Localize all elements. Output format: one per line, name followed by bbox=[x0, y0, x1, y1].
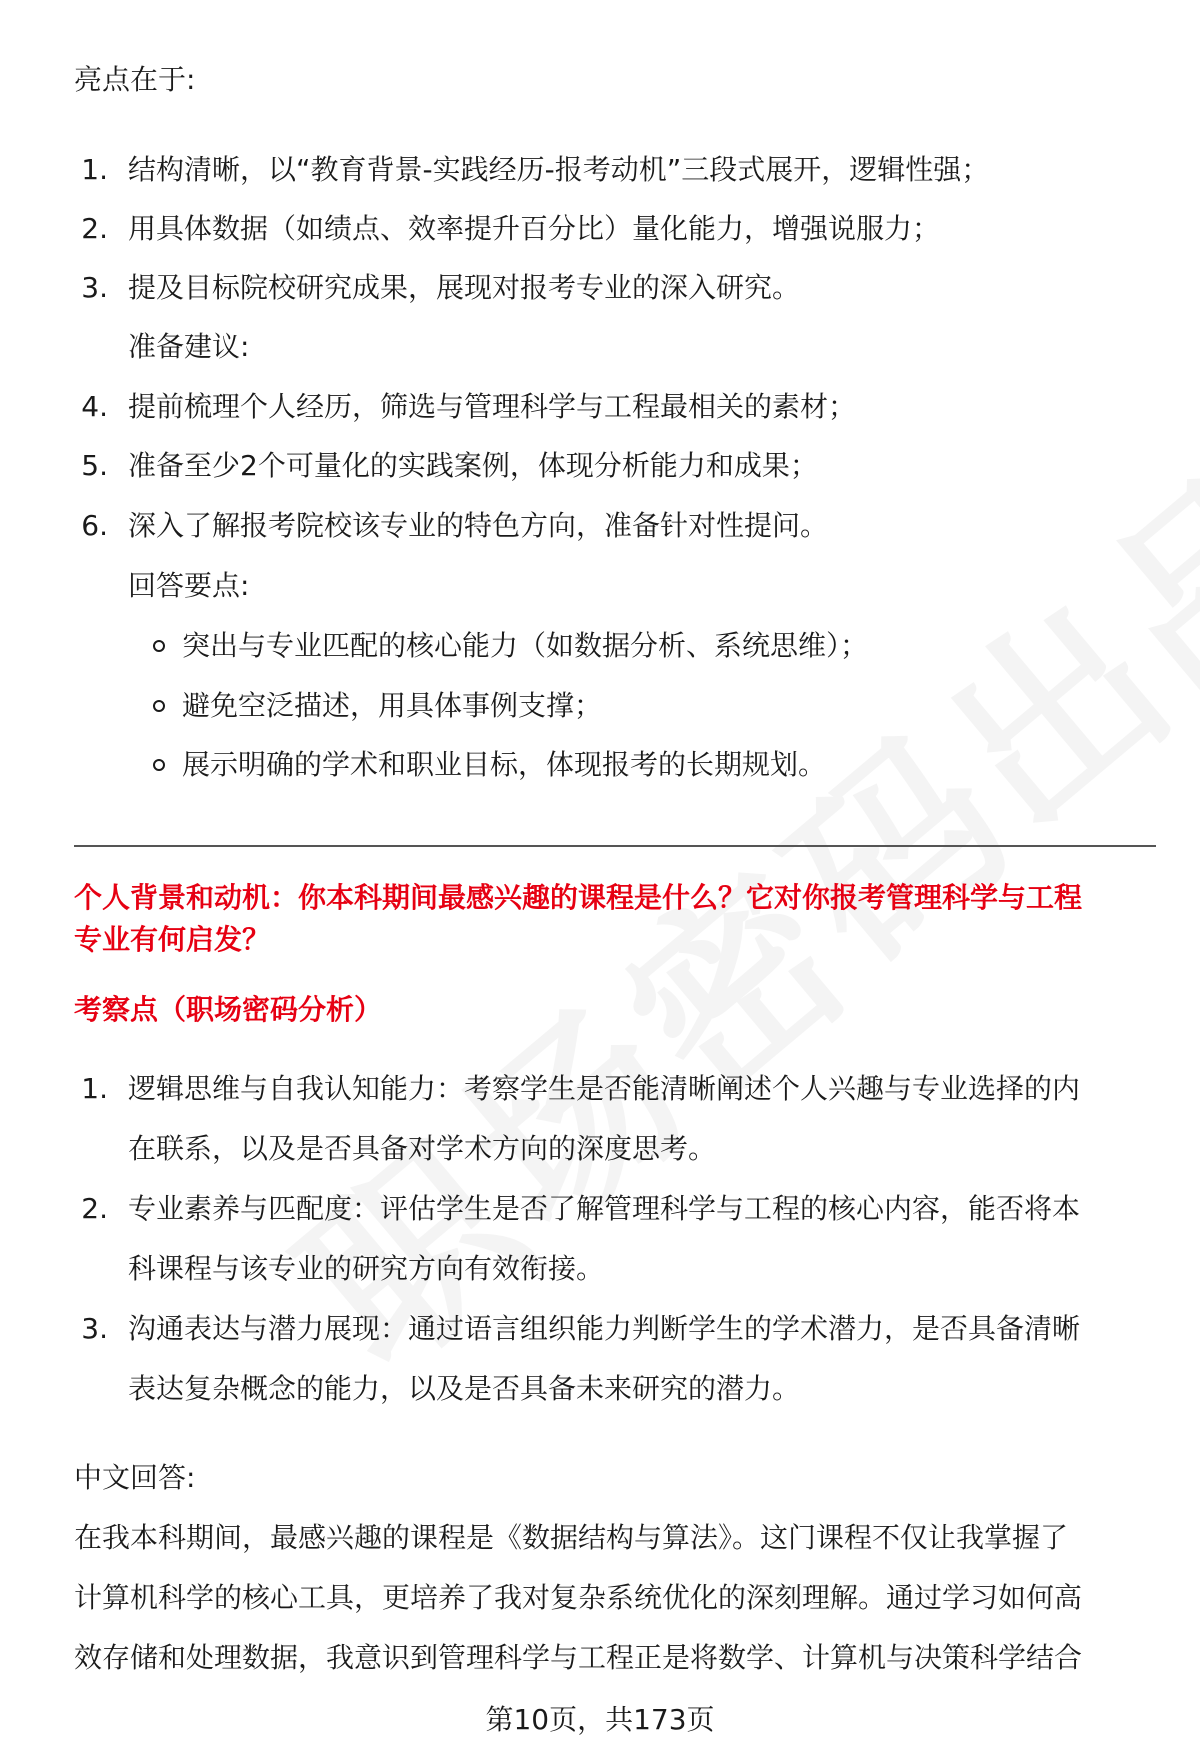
cn-answer-label: 中文回答: bbox=[74, 1461, 196, 1494]
list-number: 3. bbox=[81, 271, 108, 304]
list-number: 2. bbox=[81, 1192, 108, 1225]
bullet-item: 展示明确的学术和职业目标，体现报考的长期规划。 bbox=[182, 748, 827, 781]
list-number: 1. bbox=[81, 153, 108, 186]
list-number: 3. bbox=[81, 1312, 108, 1345]
list-item-line: 逻辑思维与自我认知能力：考察学生是否能清晰阐述个人兴趣与专业选择的内 bbox=[128, 1072, 1081, 1105]
list-number: 4. bbox=[81, 390, 108, 423]
bullet-item: 避免空泛描述，用具体事例支撑； bbox=[182, 689, 603, 722]
list-item: 用具体数据（如绩点、效率提升百分比）量化能力，增强说服力； bbox=[128, 212, 941, 245]
paragraph-line: 在我本科期间，最感兴趣的课程是《数据结构与算法》。这门课程不仅让我掌握了 bbox=[74, 1521, 1069, 1554]
list-item: 深入了解报考院校该专业的特色方向，准备针对性提问。 bbox=[128, 509, 829, 542]
question-heading-line1: 个人背景和动机：你本科期间最感兴趣的课程是什么？它对你报考管理科学与工程 bbox=[74, 881, 1083, 914]
list-item-line: 科课程与该专业的研究方向有效衔接。 bbox=[128, 1252, 605, 1285]
paragraph-line: 效存储和处理数据，我意识到管理科学与工程正是将数学、计算机与决策科学结合 bbox=[74, 1641, 1083, 1674]
page-footer: 第10页，共173页 bbox=[485, 1703, 715, 1736]
question-heading-line2: 专业有何启发？ bbox=[74, 923, 271, 956]
bullet-item: 突出与专业匹配的核心能力（如数据分析、系统思维）； bbox=[182, 629, 869, 662]
list-number: 2. bbox=[81, 212, 108, 245]
answer-points-label: 回答要点: bbox=[128, 569, 250, 602]
list-item: 提及目标院校研究成果，展现对报考专业的深入研究。 bbox=[128, 271, 801, 304]
list-item-line: 在联系，以及是否具备对学术方向的深度思考。 bbox=[128, 1132, 717, 1165]
circle-bullet-icon bbox=[153, 640, 165, 652]
section-divider bbox=[74, 845, 1156, 847]
list-item-line: 专业素养与匹配度：评估学生是否了解管理科学与工程的核心内容，能否将本 bbox=[128, 1192, 1081, 1225]
list-item: 结构清晰，以“教育背景-实践经历-报考动机”三段式展开，逻辑性强； bbox=[128, 153, 990, 186]
list-item-line: 沟通表达与潜力展现：通过语言组织能力判断学生的学术潜力，是否具备清晰 bbox=[128, 1312, 1081, 1345]
list-number: 6. bbox=[81, 509, 108, 542]
paragraph-line: 计算机科学的核心工具，更培养了我对复杂系统优化的深刻理解。通过学习如何高 bbox=[74, 1581, 1083, 1614]
list-item-line: 表达复杂概念的能力，以及是否具备未来研究的潜力。 bbox=[128, 1372, 801, 1405]
prep-label: 准备建议: bbox=[128, 330, 250, 363]
exam-points-heading: 考察点（职场密码分析） bbox=[74, 993, 383, 1026]
list-item: 提前梳理个人经历，筛选与管理科学与工程最相关的素材； bbox=[128, 390, 857, 423]
highlights-label: 亮点在于: bbox=[74, 63, 196, 96]
circle-bullet-icon bbox=[153, 759, 165, 771]
circle-bullet-icon bbox=[153, 700, 165, 712]
list-number: 1. bbox=[81, 1072, 108, 1105]
list-item: 准备至少2个可量化的实践案例，体现分析能力和成果； bbox=[128, 449, 818, 482]
list-number: 5. bbox=[81, 449, 108, 482]
